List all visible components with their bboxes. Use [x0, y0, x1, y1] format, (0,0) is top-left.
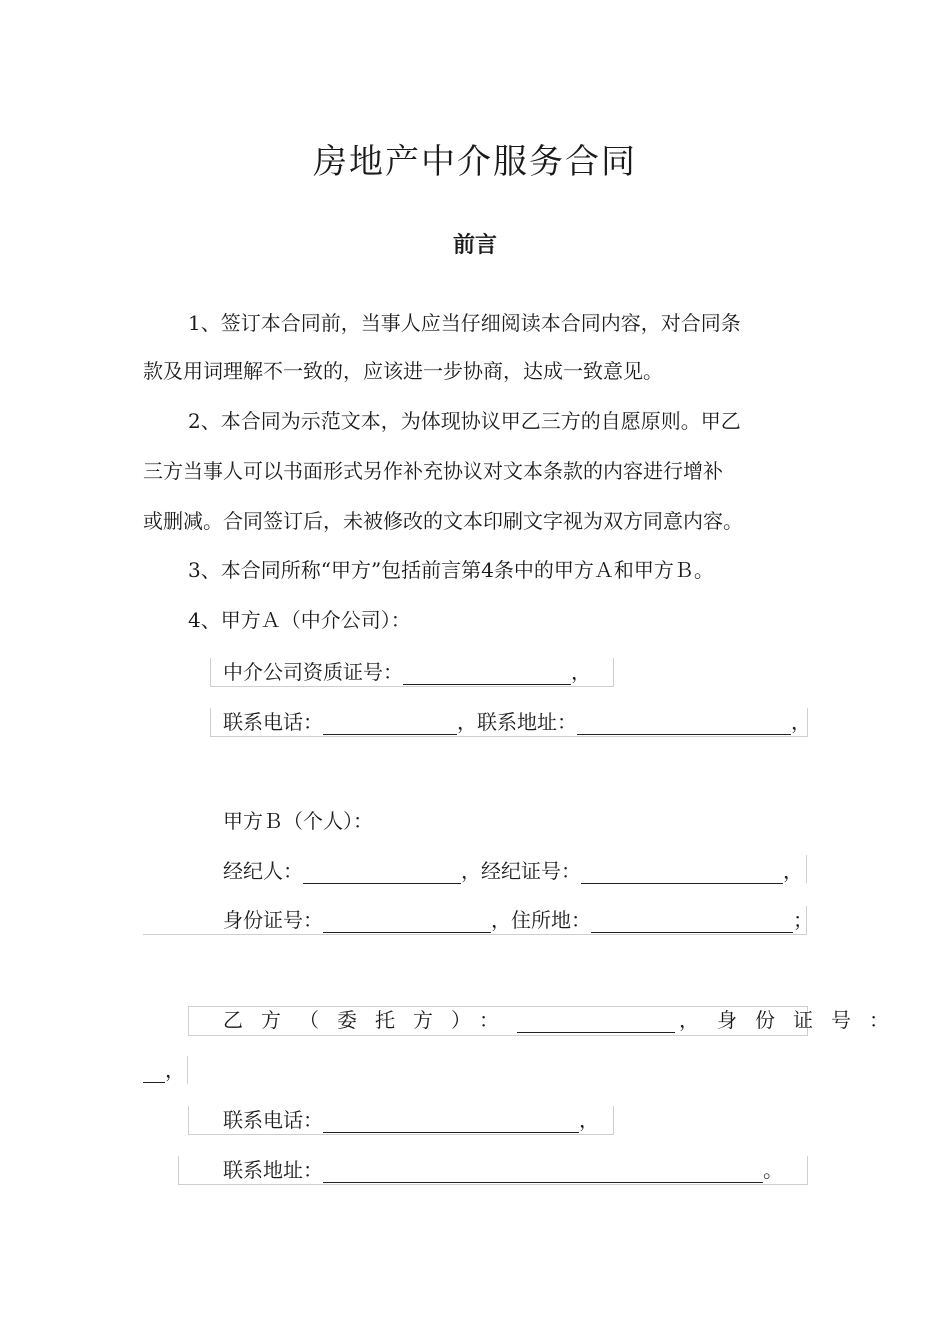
id-row [223, 904, 813, 933]
clause-1-line-2: 款及用词理解不一致的，应该进一步协商，达成一致意见。 [143, 359, 663, 383]
party-b-heading: 甲方Ｂ（个人）： [223, 809, 373, 833]
residence-end-punct: ； [793, 908, 813, 932]
principal-row [223, 1004, 907, 1033]
id-label: 身份证号： [223, 908, 323, 932]
license-end-punct: ， [571, 660, 591, 684]
principal-blank[interactable] [517, 1012, 675, 1033]
license-label: 中介公司资质证号： [223, 660, 403, 684]
residence-blank[interactable] [591, 912, 793, 933]
principal-address-row [223, 1154, 783, 1183]
address-end-punct: ， [791, 710, 811, 734]
principal-phone-end-punct: ， [579, 1108, 599, 1132]
license-row [223, 656, 591, 685]
document-title: 房地产中介服务合同 [313, 142, 637, 182]
residence-label: ，住所地： [491, 908, 591, 932]
principal-id-blank[interactable] [143, 1062, 165, 1083]
contact-row [223, 706, 811, 735]
address-blank[interactable] [577, 714, 791, 735]
clause-4: 4、甲方Ａ（中介公司）： [188, 608, 411, 632]
phone-label: 联系电话： [223, 710, 323, 734]
principal-phone-row [223, 1104, 599, 1133]
id-blank[interactable] [323, 912, 491, 933]
agent-cert-label: ，经纪证号： [461, 859, 581, 883]
principal-address-blank[interactable] [323, 1162, 763, 1183]
principal-address-label: 联系地址： [223, 1158, 323, 1182]
principal-label: 乙方（委托方）： [223, 1008, 517, 1032]
clause-2-line-3: 或删减。合同签订后，未被修改的文本印刷文字视为双方同意内容。 [143, 509, 743, 533]
principal-address-end-punct: 。 [763, 1158, 783, 1182]
clause-2-line-2: 三方当事人可以书面形式另作补充协议对文本条款的内容进行增补 [143, 459, 723, 483]
clause-2-line-1: 2、本合同为示范文本，为体现协议甲乙三方的自愿原则。甲乙 [188, 409, 741, 433]
principal-phone-blank[interactable] [323, 1112, 579, 1133]
agent-blank[interactable] [303, 863, 461, 884]
agent-field-edge [806, 855, 807, 883]
clause-1-line-1: 1、签订本合同前，当事人应当仔细阅读本合同内容，对合同条 [188, 311, 741, 335]
agent-label: 经纪人： [223, 859, 303, 883]
principal-id-label: ，身份证号： [679, 1008, 907, 1032]
agent-cert-end-punct: ， [783, 859, 803, 883]
principal-id-end-punct: ， [165, 1058, 185, 1082]
phone-blank[interactable] [323, 714, 457, 735]
address-label: ，联系地址： [457, 710, 577, 734]
principal-id-edge [187, 1056, 188, 1084]
principal-id-row [143, 1054, 185, 1083]
principal-phone-label: 联系电话： [223, 1108, 323, 1132]
agent-row [223, 855, 803, 884]
license-number-blank[interactable] [403, 664, 571, 685]
preface-heading: 前言 [452, 233, 497, 258]
clause-3: 3、本合同所称“甲方”包括前言第4条中的甲方Ａ和甲方Ｂ。 [188, 558, 714, 582]
agent-cert-blank[interactable] [581, 863, 783, 884]
